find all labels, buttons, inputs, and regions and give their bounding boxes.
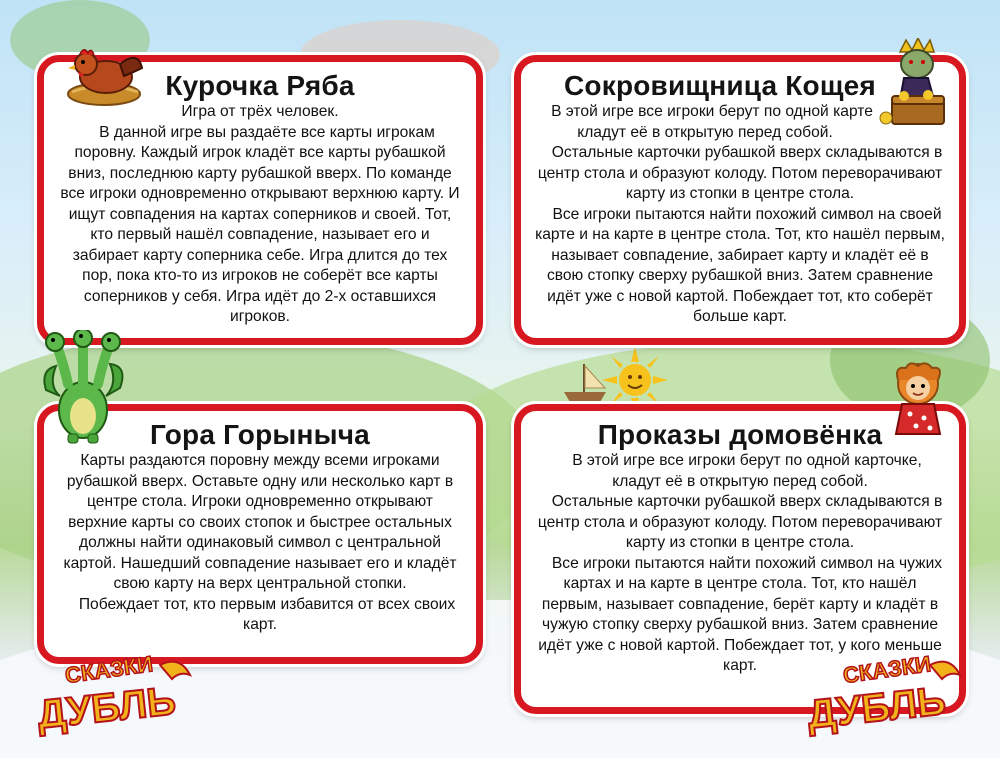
- boat-icon: [560, 360, 610, 405]
- logo-top-word: СКАЗКИ: [63, 651, 155, 689]
- logo-bottom-word: ДУБЛЬ: [805, 678, 948, 738]
- card-paragraph: В этой игре все игроки берут по одной карте кладут её в открытую перед собой.: [551, 103, 873, 141]
- logo-skazki-dubl: [30, 645, 200, 740]
- koschei-icon: [878, 38, 948, 133]
- card-title: Проказы домовёнка: [597, 419, 883, 450]
- logo-graphic: [800, 645, 970, 740]
- logo-top-word: СКАЗКИ: [841, 651, 933, 689]
- domovenok-icon: [888, 360, 948, 440]
- card-title: Сокровищница Кощея: [564, 70, 876, 101]
- card-paragraph: Остальные карточки рубашкой вверх складываются в центр стола и образуют колоду. Потом переворачивают карту из стопки в центре стола.: [537, 493, 943, 551]
- card-paragraph: Все игроки пытаются найти похожий символ на чужих картах и на карте в центре стола. Тот, кто нашёл первым, называет совпадение, берёт карту и кладёт в чужую стопку сверху рубашкой вниз. Затем сравнение идёт уже с новой картой. Побеждает тот, у кого меньше карт.: [538, 554, 943, 674]
- card-title: Гора Горыныча: [150, 419, 370, 450]
- hen-icon: [58, 42, 153, 107]
- card-title: Курочка Ряба: [165, 70, 355, 101]
- logo-bottom-word: ДУБЛЬ: [35, 678, 178, 738]
- dragon-icon: [38, 330, 128, 445]
- card-paragraph: Все игроки пытаются найти похожий символ на своей карте и на карте в центре стола. Тот, кто нашёл первым, называет совпадение, забирает карту и кладёт её в свою стопку сверху рубашкой вниз. Затем сравнение идёт уже с новой картой. Побеждает тот, кто соберёт больше карт.: [535, 205, 945, 325]
- card-paragraph: Игра от трёх человек.: [181, 103, 339, 120]
- logo-graphic: [30, 645, 200, 740]
- card-paragraph: Карты раздаются поровну между всеми игроками рубашкой вверх. Оставьте одну или несколько карт в центре стола. Игроки одновременно открывают верхние карты со своих стопок и быстрее остальных должны найти одинаковый символ с центральной картой. Нашедший совпадение называет его и кладёт свою карту на верх центральной стопки.: [63, 452, 457, 592]
- logo-skazki-dubl: [800, 645, 970, 740]
- card-paragraph: В этой игре все игроки берут по одной карточке, кладут её в открытую перед собой.: [572, 452, 922, 490]
- card-paragraph: Остальные карточки рубашкой вверх складываются в центр стола и образуют колоду. Потом переворачивают карту из стопки в центре стола.: [537, 144, 943, 202]
- card-paragraph: Побеждает тот, кто первым избавится от всех своих карт.: [78, 595, 456, 633]
- card-paragraph: В данной игре вы раздаёте все карты игрокам поровну. Каждый игрок кладёт все карты рубашкой вниз, последнюю карту рубашкой вверх. По команде все игроки одновременно открывают верхнюю карту. И ищут совпадения на картах соперников и своей. Тот, кто первый нашёл совпадение, называет его и забирает карту соперника себе. Игра длится до тех пор, пока кто-то из игроков не соберёт все карты соперников у себя. Игра идёт до 2-х оставшихся игроков.: [60, 123, 460, 325]
